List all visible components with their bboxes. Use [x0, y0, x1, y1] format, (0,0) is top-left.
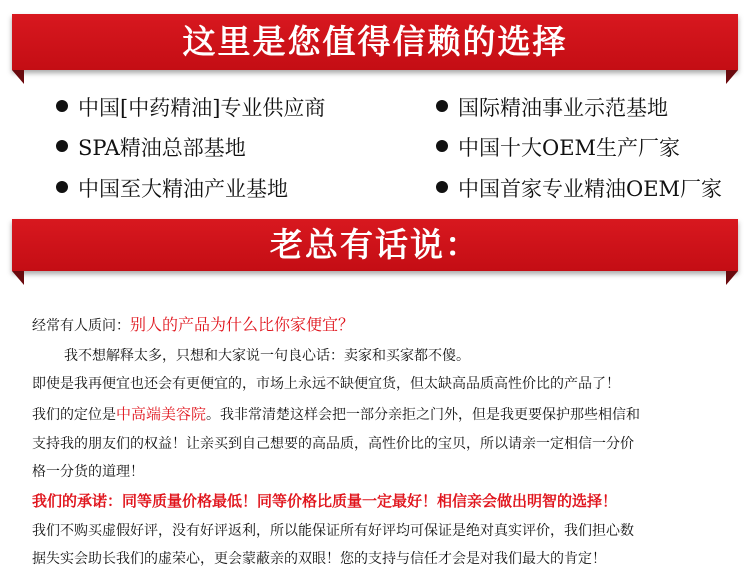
bullet-icon [56, 100, 68, 112]
message-line: 格一分货的道理！ [32, 464, 144, 480]
bullet-icon [56, 181, 68, 193]
middle-banner [12, 219, 738, 271]
positioning-prefix: 我们的定位是 [32, 407, 116, 423]
message-line: 即使是我再便宜也还会有更便宜的，市场上永远不缺便宜货，但太缺高品质高性价比的产品了！ [32, 376, 620, 392]
question-highlight: 别人的产品为什么比你家便宜？ [130, 315, 355, 334]
message-line: 我们不购买虚假好评，没有好评返利，所以能保证所有好评均可保证是绝对真实评价，我们担心数 [32, 523, 634, 539]
positioning-suffix: 。我非常清楚这样会把一部分亲拒之门外，但是我更要保护那些相信和 [206, 407, 641, 423]
message-line [32, 403, 640, 424]
bullet-icon [436, 181, 448, 193]
message-line [32, 312, 354, 335]
feature-item [436, 132, 680, 162]
feature-text: 中国[中药精油]专业供应商 [78, 96, 326, 120]
feature-item [56, 173, 288, 203]
message-line: 支持我的朋友们的权益！让亲买到自己想要的高品质，高性价比的宝贝，所以请亲一定相信一分价 [32, 436, 634, 452]
top-banner-title: 这里是您值得信赖的选择 [182, 22, 568, 61]
bullet-icon [436, 140, 448, 152]
message-line: 我不想解释太多，只想和大家说一句良心话：卖家和买家都不傻。 [64, 348, 470, 364]
top-banner [12, 14, 738, 70]
feature-item [56, 132, 246, 162]
question-prefix: 经常有人质问： [32, 318, 130, 334]
bullet-icon [436, 100, 448, 112]
message-line: 据失实会助长我们的虚荣心，更会蒙蔽亲的双眼！您的支持与信任才会是对我们最大的肯定！ [32, 551, 606, 567]
positioning-highlight: 中高端美容院 [116, 405, 207, 423]
feature-text: 国际精油事业示范基地 [458, 96, 668, 120]
feature-item [56, 92, 325, 122]
feature-item [436, 92, 668, 122]
feature-item [436, 173, 722, 203]
promise-line: 我们的承诺：同等质量价格最低！同等价格比质量一定最好！相信亲会做出明智的选择！ [32, 492, 618, 510]
feature-text: 中国至大精油产业基地 [78, 177, 288, 201]
feature-text: SPA精油总部基地 [78, 136, 246, 160]
feature-text: 中国首家专业精油OEM厂家 [458, 177, 723, 201]
feature-text: 中国十大OEM生产厂家 [458, 136, 681, 160]
bullet-icon [56, 140, 68, 152]
middle-banner-title: 老总有话说： [270, 225, 480, 264]
